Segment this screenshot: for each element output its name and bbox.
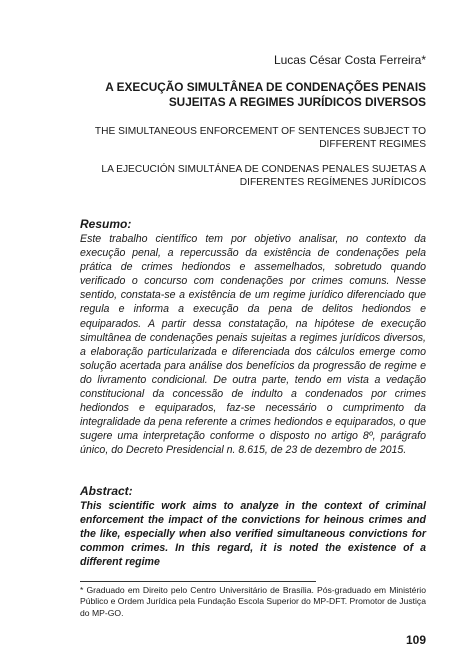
title-portuguese: A EXECUÇÃO SIMULTÂNEA DE CONDENAÇÕES PENAIS SUJEITAS A REGIMES JURÍDICOS DIVERSOS [105, 80, 426, 109]
page [80, 0, 426, 663]
abstract-text: This scientific work aims to analyze in the context of criminal enforcement the impact of the convictions for heinous crimes and the like, especially when also verified simultaneous convictions for common crimes. In this regard, it is noted the existence of a different regime [80, 500, 426, 569]
page-number: 109 [405, 633, 426, 647]
footnote-divider [80, 581, 316, 582]
resumo-text: Este trabalho científico tem por objetivo analisar, no contexto da execução penal, a repercussão da existência de condenações pela prática de crimes hediondos e assemelhados, sobretudo quando verificado o concurso com condenações por crimes comuns. Nesse sentido, constata-se a existência de um regime jurídico diferenciado que regula e informa a execução da pena de delitos hediondos e equiparados. A partir dessa constatação, na hipótese de execução simultânea de condenações penais sujeitas a regimes jurídicos diversos, a elaboração particularizada e diferenciada dos cálculos emerge como solução acertada para análise dos benefícios da progressão de regime e do livramento condicional. De outra parte, tendo em vista a vedação constitucional da concessão de indulto a condenados por crimes hediondos e equiparados, faz-se necessário o cumprimento da integralidade da pena referente a crimes hediondos e equiparados, o que sugere uma interpretação conforme o disposto no artigo 8º, parágrafo único, do Decreto Presidencial n. 8.615, de 23 de dezembro de 2015. [80, 233, 426, 457]
title-english: THE SIMULTANEOUS ENFORCEMENT OF SENTENCES SUBJECT TO DIFFERENT REGIMES [94, 126, 426, 150]
resumo-heading: Resumo: [80, 217, 132, 231]
footnote: * Graduado em Direito pelo Centro Universitário de Brasília. Pós-graduado em Ministério Público e Ordem Jurídica pela Fundação Escola Superior do MP-DFT. Promotor de Justiça do MP-GO. [80, 585, 426, 618]
title-spanish: LA EJECUCIÓN SIMULTÁNEA DE CONDENAS PENALES SUJETAS A DIFERENTES REGÍMENES JURÍDICOS [101, 164, 426, 188]
abstract-heading: Abstract: [80, 484, 133, 498]
author-name: Lucas César Costa Ferreira* [273, 53, 426, 67]
